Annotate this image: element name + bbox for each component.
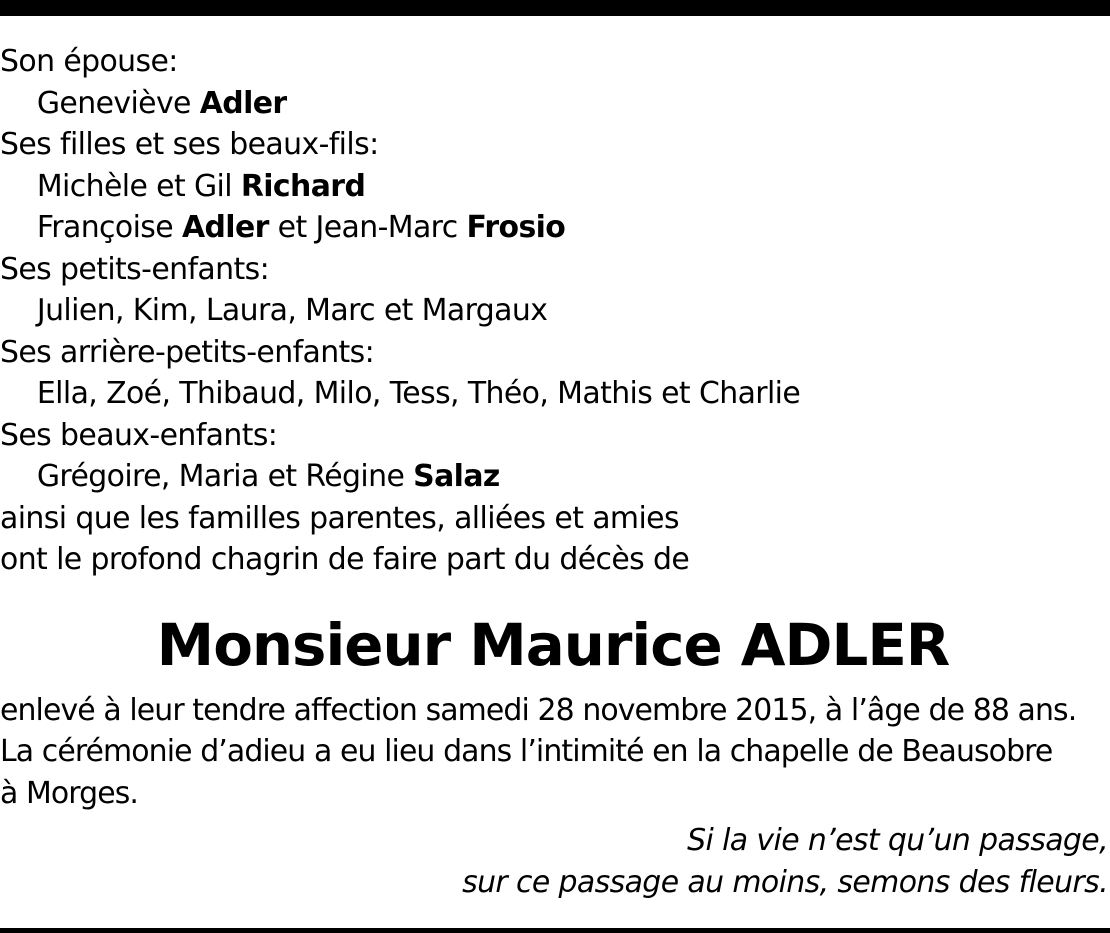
quote-line-1: Si la vie n’est qu’un passage, [687, 823, 1109, 858]
spouse-heading [0, 41, 1106, 83]
details-line-2: La cérémonie d’adieu a eu lieu dans l’intimité en la chapelle de Beausobre [0, 734, 1053, 769]
quote-line-2: sur ce passage au moins, semons des fleurs. [462, 864, 1109, 900]
stepchildren-last-name: Salaz [413, 459, 500, 494]
spouse-last-name: Adler [199, 85, 287, 121]
daughter2-partner-first: et Jean-Marc [277, 210, 458, 245]
daughter2-names [0, 207, 1106, 249]
daughter2-last-name: Adler [181, 210, 269, 245]
deceased-name: Monsieur Maurice ADLER [156, 610, 950, 679]
daughter2-first-name: Françoise [36, 210, 174, 245]
bottom-rule [0, 928, 1110, 933]
details-line-1: enlevé à leur tendre affection samedi 28 novembre 2015, à l’âge de 88 ans. [0, 692, 1077, 728]
relatives-text: ainsi que les familles parentes, alliées et amies [0, 500, 679, 536]
grandchildren-heading-text: Ses petits-enfants: [0, 251, 270, 287]
great-grandchildren-names [0, 373, 1106, 415]
grandchildren-list: Julien, Kim, Laura, Marc et Margaux [36, 293, 548, 328]
spouse-heading-text: Son épouse: [0, 44, 178, 79]
closing-quote [0, 820, 1110, 903]
relatives-line [0, 498, 1106, 540]
announcement-line [0, 539, 1106, 581]
daughter1-names [0, 166, 1106, 208]
stepchildren-heading [0, 415, 1106, 457]
grandchildren-heading [0, 249, 1106, 291]
spouse-name [0, 83, 1106, 125]
daughters-heading-text: Ses filles et ses beaux-fils: [0, 127, 379, 162]
stepchildren-first-names: Grégoire, Maria et Régine [36, 459, 405, 494]
great-grandchildren-list: Ella, Zoé, Thibaud, Milo, Tess, Théo, Mathis et Charlie [36, 376, 801, 411]
obituary-notice [0, 41, 1110, 903]
daughter2-partner-last-name: Frosio [466, 210, 566, 245]
grandchildren-names [0, 290, 1106, 332]
announcement-text: ont le profond chagrin de faire part du décès de [0, 542, 690, 577]
great-grandchildren-heading-text: Ses arrière-petits-enfants: [0, 334, 375, 370]
daughter1-last-name: Richard [240, 168, 366, 204]
daughter1-first-names: Michèle et Gil [36, 168, 232, 204]
great-grandchildren-heading [0, 332, 1106, 374]
stepchildren-heading-text: Ses beaux-enfants: [0, 417, 278, 453]
details-line-3: à Morges. [0, 775, 139, 811]
stepchildren-names [0, 456, 1106, 498]
daughters-heading [0, 124, 1106, 166]
spouse-first-name: Geneviève [36, 85, 191, 121]
top-rule [0, 0, 1110, 16]
